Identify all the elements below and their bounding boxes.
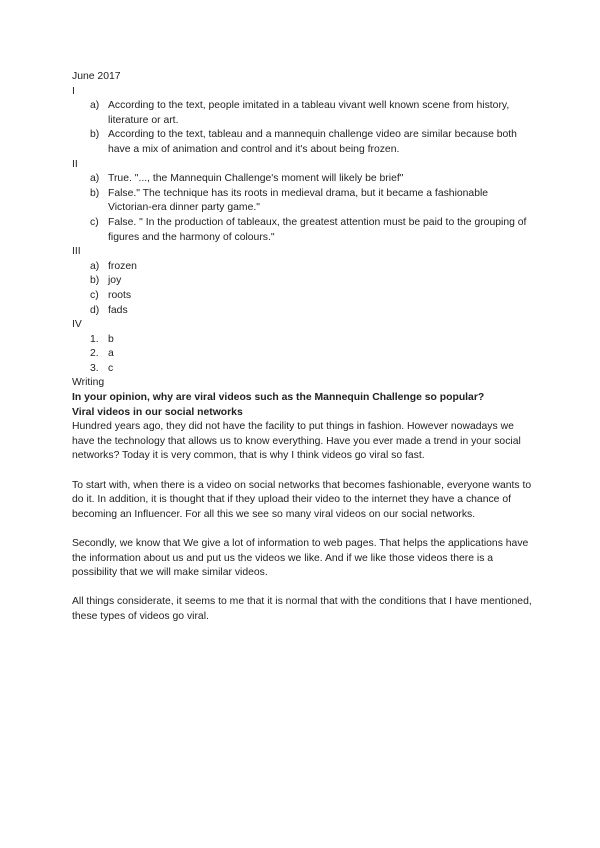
section-heading-i: I: [72, 85, 75, 97]
list-item-text: False." The technique has its roots in medieval drama, but it became a fashionable Victorian-era dinner party game.": [108, 187, 489, 214]
section-i-list: [72, 99, 532, 157]
list-item: [72, 128, 532, 157]
list-marker: a): [90, 100, 100, 112]
list-item: [72, 274, 532, 289]
list-item: [72, 362, 532, 377]
list-item-text: a: [108, 348, 114, 360]
list-marker: b): [90, 187, 100, 199]
essay-paragraph: Secondly, we know that We give a lot of information to web pages. That helps the applications have the information about us and put us the videos we like. And if we like those videos there is a possibility that we will make similar videos.: [72, 538, 529, 579]
list-item: [72, 187, 532, 216]
list-marker: 3.: [90, 362, 99, 374]
list-marker: b): [90, 129, 100, 141]
list-item: [72, 260, 532, 275]
list-item: [72, 333, 532, 348]
list-marker: a): [90, 173, 100, 185]
essay-paragraph: To start with, when there is a video on social networks that becomes fashionable, everyone wants to do it. In addition, it is thought that if they upload their video to the internet they have a chance of becoming an Influencer. For all this we see so many viral videos on our social networks.: [72, 479, 532, 520]
list-marker: b): [90, 275, 100, 287]
writing-label: Writing: [72, 377, 105, 389]
section-ii-list: [72, 172, 532, 245]
list-item: [72, 99, 532, 128]
list-marker: a): [90, 260, 100, 272]
essay-paragraph: All things considerate, it seems to me that it is normal that with the conditions that I have mentioned, these types of videos go viral.: [72, 596, 532, 622]
list-item-text: c: [108, 362, 114, 374]
section-iii-list: [72, 260, 532, 318]
list-marker: c): [90, 289, 99, 301]
list-item-text: fads: [108, 304, 128, 316]
list-item: [72, 289, 532, 304]
document-page: [72, 70, 532, 625]
list-item-text: joy: [108, 275, 122, 287]
document-date: June 2017: [72, 71, 121, 82]
writing-question: In your opinion, why are viral videos such as the Mannequin Challenge so popular?: [72, 392, 485, 404]
list-item: [72, 347, 532, 362]
list-item-text: True. "..., the Mannequin Challenge's moment will likely be brief": [108, 173, 404, 185]
list-item: [72, 304, 532, 319]
list-marker: c): [90, 216, 99, 228]
essay-title: Viral videos in our social networks: [72, 406, 243, 418]
list-item-text: According to the text, tableau and a mannequin challenge video are similar because both have a mix of animation and control and it's about being frozen.: [108, 129, 517, 155]
list-item-text: According to the text, people imitated in a tableau vivant well known scene from history, literature or art.: [108, 100, 510, 126]
list-item-text: frozen: [108, 260, 137, 272]
section-heading-ii: II: [72, 158, 78, 170]
list-marker: 2.: [90, 348, 99, 360]
list-marker: d): [90, 304, 100, 316]
list-item-text: False. " In the production of tableaux, the greatest attention must be paid to the grouping of figures and the harmony of colours.": [108, 216, 527, 243]
list-marker: 1.: [90, 333, 99, 345]
section-iv-list: [72, 333, 532, 377]
list-item: [72, 216, 532, 245]
list-item: [72, 172, 532, 187]
list-item-text: roots: [108, 289, 132, 301]
section-heading-iii: III: [72, 246, 81, 258]
section-heading-iv: IV: [72, 319, 82, 331]
essay-paragraph: Hundred years ago, they did not have the facility to put things in fashion. However nowadays we have the technology that allows us to know everything. Have you ever made a trend in your social networks? Today it is very common, that is why I think videos go viral so fast.: [72, 421, 521, 462]
list-item-text: b: [108, 333, 114, 345]
